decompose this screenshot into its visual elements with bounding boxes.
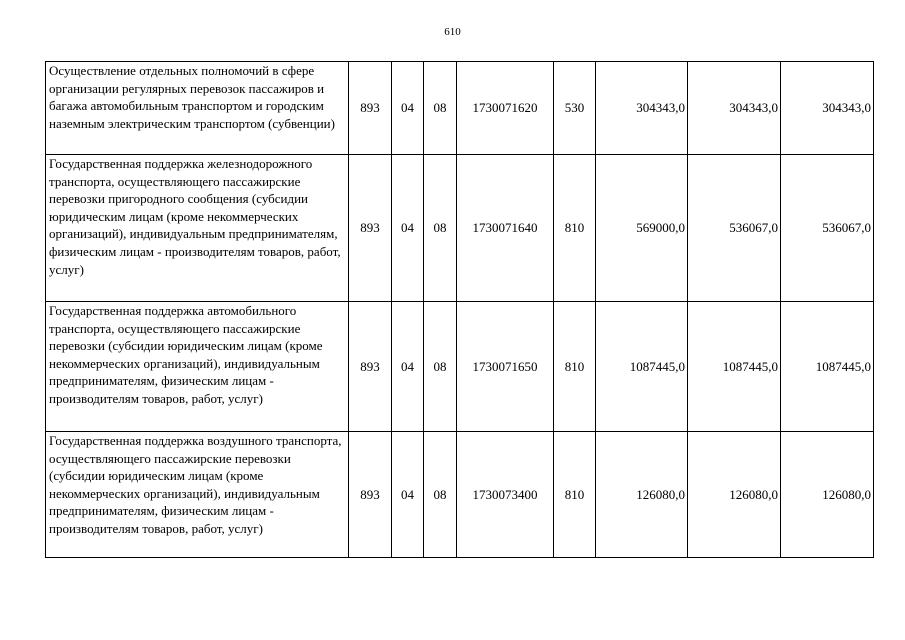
table-row bbox=[46, 155, 874, 302]
amount-cell: 1087445,0 bbox=[781, 302, 874, 432]
table-row bbox=[46, 432, 874, 558]
amount-cell: 1087445,0 bbox=[596, 302, 688, 432]
amount-cell: 126080,0 bbox=[781, 432, 874, 558]
row-description: Осуществление отдельных полномочий в сфере организации регулярных перевозок пассажиров и багажа автомобильным транспортом и городским наземным электрическим транспортом (субвенции) bbox=[46, 62, 349, 155]
amount-cell: 304343,0 bbox=[781, 62, 874, 155]
amount-cell: 126080,0 bbox=[596, 432, 688, 558]
amount-cell: 536067,0 bbox=[688, 155, 781, 302]
subsection-code: 08 bbox=[424, 432, 457, 558]
ministry-code: 893 bbox=[349, 62, 392, 155]
target-article-code: 1730073400 bbox=[457, 432, 554, 558]
expense-type-code: 810 bbox=[554, 302, 596, 432]
expense-type-code: 810 bbox=[554, 432, 596, 558]
amount-cell: 126080,0 bbox=[688, 432, 781, 558]
target-article-code: 1730071650 bbox=[457, 302, 554, 432]
section-code: 04 bbox=[392, 62, 424, 155]
expense-type-code: 810 bbox=[554, 155, 596, 302]
section-code: 04 bbox=[392, 155, 424, 302]
table-row bbox=[46, 62, 874, 155]
target-article-code: 1730071640 bbox=[457, 155, 554, 302]
ministry-code: 893 bbox=[349, 432, 392, 558]
section-code: 04 bbox=[392, 302, 424, 432]
row-description: Государственная поддержка воздушного транспорта, осуществляющего пассажирские перевозки (субсидии юридическим лицам (кроме некоммерческих организаций), индивидуальным предпринимателям, физическим лицам - производителям товаров, работ, услуг) bbox=[46, 432, 349, 558]
amount-cell: 569000,0 bbox=[596, 155, 688, 302]
subsection-code: 08 bbox=[424, 155, 457, 302]
amount-cell: 304343,0 bbox=[688, 62, 781, 155]
table-row bbox=[46, 302, 874, 432]
amount-cell: 536067,0 bbox=[781, 155, 874, 302]
amount-cell: 304343,0 bbox=[596, 62, 688, 155]
section-code: 04 bbox=[392, 432, 424, 558]
subsection-code: 08 bbox=[424, 302, 457, 432]
ministry-code: 893 bbox=[349, 155, 392, 302]
target-article-code: 1730071620 bbox=[457, 62, 554, 155]
ministry-code: 893 bbox=[349, 302, 392, 432]
row-description: Государственная поддержка автомобильного транспорта, осуществляющего пассажирские перевозки (субсидии юридическим лицам (кроме некоммерческих организаций), индивидуальным предпринимателям, физическим лицам - производителям товаров, работ, услуг) bbox=[46, 302, 349, 432]
row-description: Государственная поддержка железнодорожного транспорта, осуществляющего пассажирские перевозки пригородного сообщения (субсидии юридическим лицам (кроме некоммерческих организаций), индивидуальным предпринимателям, физическим лицам - производителям товаров, работ, услуг) bbox=[46, 155, 349, 302]
amount-cell: 1087445,0 bbox=[688, 302, 781, 432]
page-number: 610 bbox=[444, 26, 461, 38]
expense-type-code: 530 bbox=[554, 62, 596, 155]
subsection-code: 08 bbox=[424, 62, 457, 155]
budget-table bbox=[45, 61, 874, 558]
